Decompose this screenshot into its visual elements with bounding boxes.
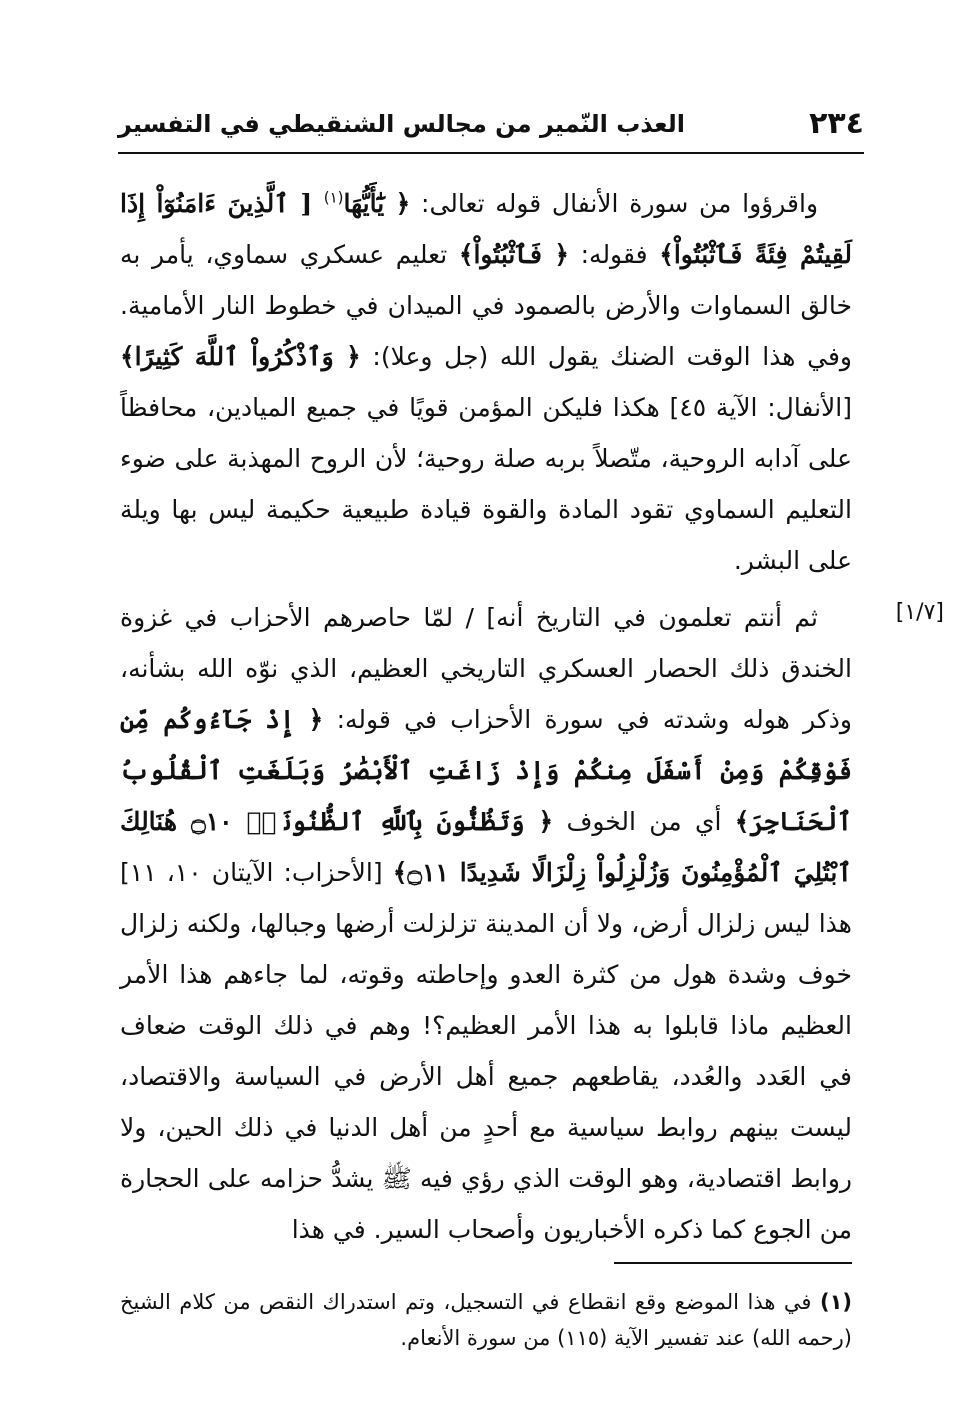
para1-text-2: فقوله: <box>569 240 660 269</box>
para2-text-1: ثم أنتم تعلمون في التاريخ أنه] / لمّا حاصرهم الأحزاب في غزوة الخندق ذلك الحصار العسكري التاريخي العظيم، الذي نوّه الله بشأنه، وذكر هوله وشدته في سورة الأحزاب في قوله: <box>120 603 852 734</box>
paragraph-2 <box>120 592 852 1255</box>
footnote-item <box>120 1284 852 1356</box>
footnote-rule <box>614 1262 852 1264</box>
header-rule <box>118 152 864 154</box>
quran-verse: [ ٱلَّذِينَ ءَامَنُوٓاْ إِذَا لَقِيتُمْ فِئَةً فَٱثْبُتُواْ﴾ <box>120 189 852 269</box>
para1-text-4: [الأنفال: الآية ٤٥] هكذا فليكن المؤمن قويًا في جميع الميادين، محافظاً على آدابه الروحية، متّصلاً بربه صلة روحية؛ لأن الروح المهذبة على ضوء التعليم السماوي تقود المادة والقوة قيادة طبيعية حكيمة ليس بها ويلة على البشر. <box>120 393 852 575</box>
footnote-mark: (١) <box>819 1290 852 1314</box>
running-title: العذب النّمير من مجالس الشنقيطي في التفسير <box>118 110 685 138</box>
quran-verse: ﴿ يَٰٓأَيُّهَا <box>343 189 411 218</box>
footnotes <box>120 1284 852 1356</box>
quran-verse: ﴿ وَٱذْكُرُواْ ٱللَّهَ كَثِيرًا﴾ <box>120 342 361 371</box>
quran-verse: ﴿ إِذْ جَآءُوكُم مِّن فَوْقِكُمْ وَمِنْ أَسْفَلَ مِنكُمْ وَإِذْ زَاغَتِ ٱلْأَبْصَٰرُ وَبَلَغَتِ ٱلْقُلُوبُ ٱلْحَنَاجِرَ﴾ <box>120 705 852 836</box>
footnote-ref: (١) <box>323 188 344 207</box>
quran-verse: ﴿ فَٱثْبُتُواْ﴾ <box>458 240 569 269</box>
para1-text-1: واقرؤوا من سورة الأنفال قوله تعالى: <box>410 189 819 218</box>
page-header <box>118 104 864 148</box>
page-number: ٢٣٤ <box>809 106 864 141</box>
para1-text-3: تعليم عسكري سماوي، يأمر به خالق السماوات والأرض بالصمود في الميدان في خطوط النار الأمامية. وفي هذا الوقت الضنك يقول الله (جل وعلا): <box>120 240 852 371</box>
margin-reference: [١/٧] <box>895 600 944 625</box>
quran-verse: ﴿ وَتَظُنُّونَ بِٱللَّهِ ٱلظُّنُونَا۠ ۝١٠ هُنَالِكَ ٱبْتُلِيَ ٱلْمُؤْمِنُونَ وَزُلْزِلُواْ زِلْزَالًا شَدِيدًا ۝١١﴾ <box>120 807 852 887</box>
para2-text-2: أي من الخوف <box>553 807 735 836</box>
footnote-text: في هذا الموضع وقع انقطاع في التسجيل، وتم استدراك النقص من كلام الشيخ (رحمه الله) عند تفسير الآية (١١٥) من سورة الأنعام. <box>120 1290 852 1350</box>
para2-text-3: [الأحزاب: الآيتان ١٠، ١١] هذا ليس زلزال أرض، ولا أن المدينة تزلزلت أرضها وجبالها، ولكنه زلزال خوف وشدة هول من كثرة العدو وإحاطته وقوته، لما جاءهم هذا الأمر العظيم ماذا قابلوا به هذا الأمر العظيم؟! وهم في ذلك الوقت ضعاف في العَدد والعُدد، يقاطعهم جميع أهل الأرض في السياسة والاقتصاد، ليست بينهم روابط سياسية مع أحدٍ من أهل الدنيا في ذلك الحين، ولا روابط اقتصادية، وهو الوقت الذي رؤي فيه ﷺ يشدُّ حزامه على الحجارة من الجوع كما ذكره الأخباريون وأصحاب السير. في هذا <box>120 858 852 1244</box>
paragraph-1 <box>120 178 852 586</box>
